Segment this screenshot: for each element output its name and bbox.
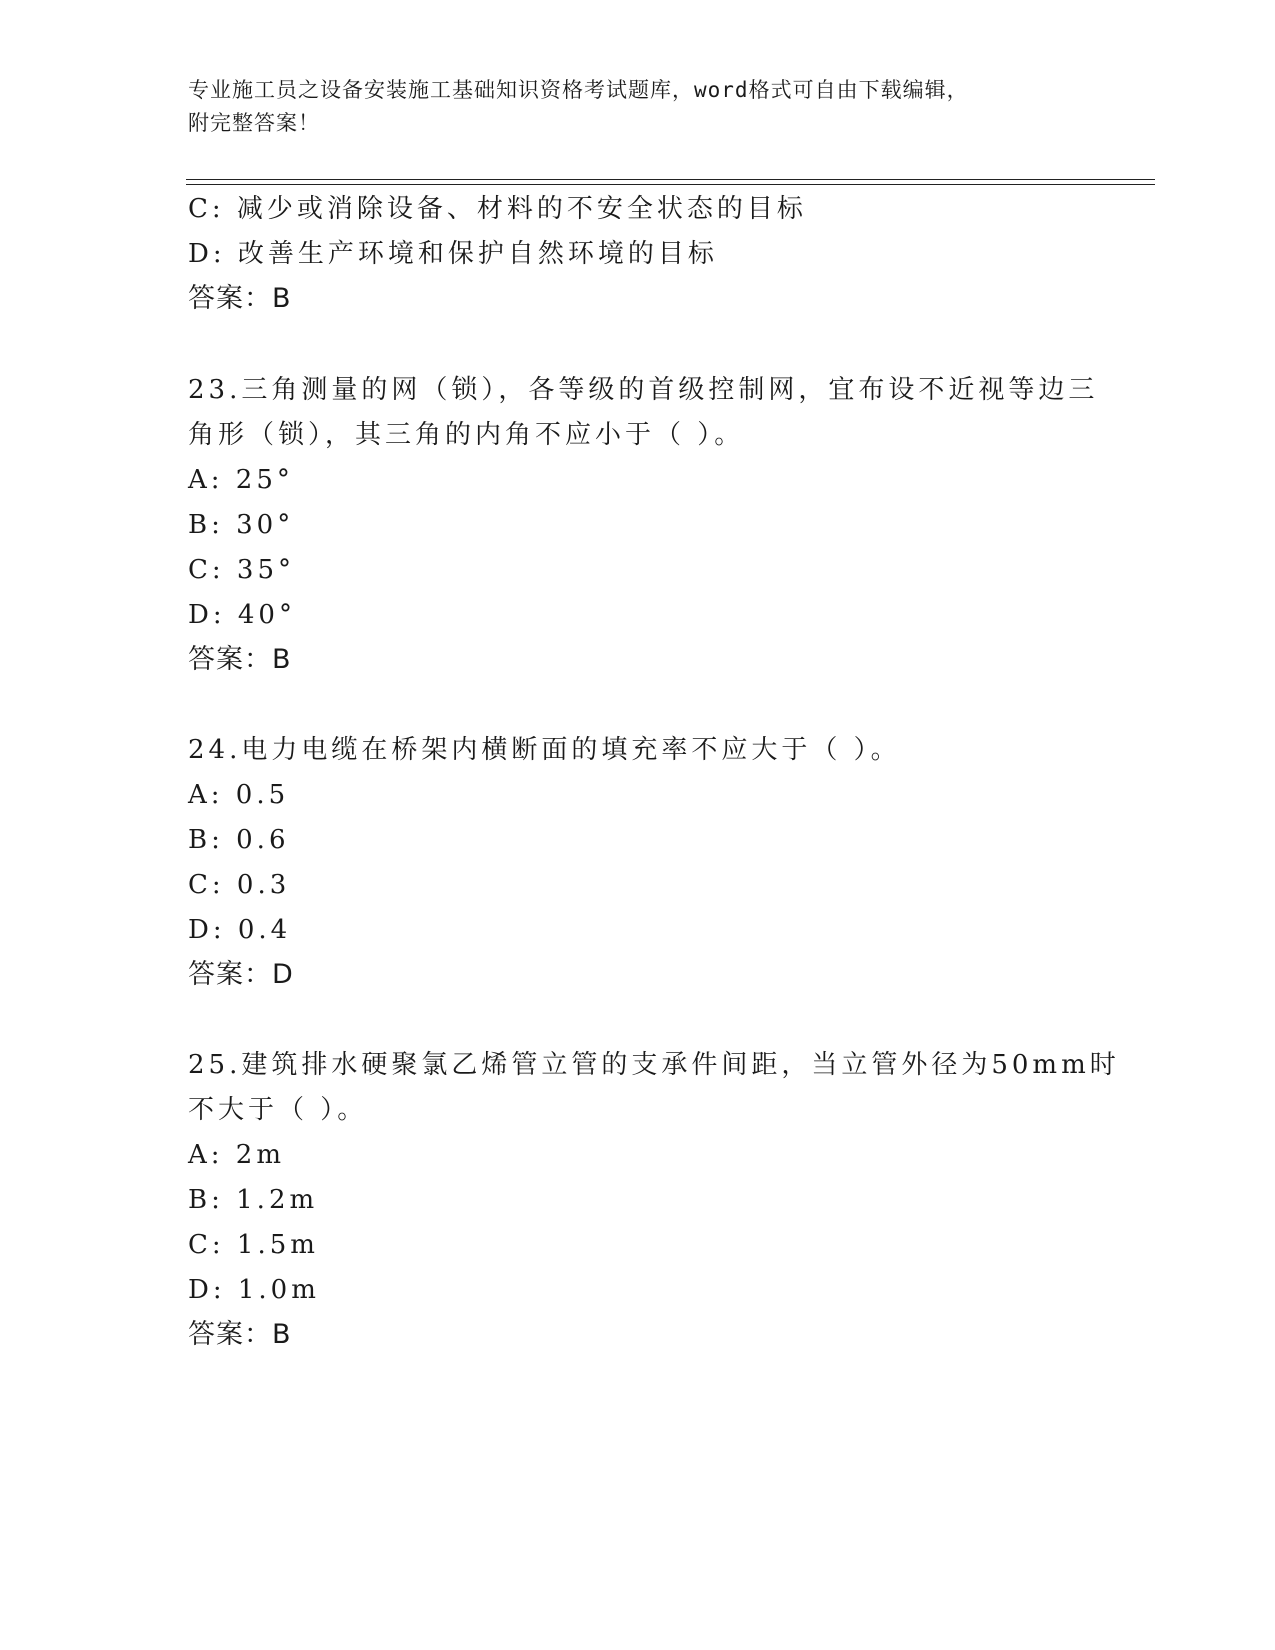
q23-answer: 答案：B <box>188 644 292 675</box>
q23-option-c: C: 35° <box>188 555 296 585</box>
q25-option-a: A: 2m <box>188 1140 285 1170</box>
document-header <box>188 74 1068 140</box>
q23-option-d: D: 40° <box>188 600 296 630</box>
header-divider-top <box>186 179 1155 180</box>
q23-option-b: B: 30° <box>188 510 295 540</box>
header-line-2: 附完整答案！ <box>188 111 320 135</box>
q23-stem-line-2: 角形（锁），其三角的内角不应小于（ ）。 <box>188 420 745 450</box>
q24-option-c: C: 0.3 <box>188 870 291 900</box>
q25-option-d: D: 1.0m <box>188 1275 320 1305</box>
q24-option-a: A: 0.5 <box>188 780 290 810</box>
q25-stem-line-2: 不大于（ ）。 <box>188 1095 368 1125</box>
q24-option-b: B: 0.6 <box>188 825 290 855</box>
q24-option-d: D: 0.4 <box>188 915 292 945</box>
q25-stem-line-1: 25.建筑排水硬聚氯乙烯管立管的支承件间距，当立管外径为50mm时 <box>188 1050 1120 1080</box>
q23-stem-line-1: 23.三角测量的网（锁），各等级的首级控制网，宜布设不近视等边三 <box>188 375 1099 405</box>
q23-option-a: A: 25° <box>188 465 294 495</box>
q22-option-d: D: 改善生产环境和保护自然环境的目标 <box>188 239 718 269</box>
q25-option-b: B: 1.2m <box>188 1185 319 1215</box>
q22-option-c: C: 减少或消除设备、材料的不安全状态的目标 <box>188 194 807 224</box>
q22-answer: 答案：B <box>188 283 292 314</box>
q24-stem-line-1: 24.电力电缆在桥架内横断面的填充率不应大于（ ）。 <box>188 735 901 765</box>
q25-answer: 答案：B <box>188 1319 292 1350</box>
header-divider-bottom <box>186 184 1155 185</box>
q25-option-c: C: 1.5m <box>188 1230 319 1260</box>
q24-answer: 答案：D <box>188 959 294 990</box>
header-line-1: 专业施工员之设备安装施工基础知识资格考试题库，word格式可自由下载编辑， <box>188 78 969 102</box>
